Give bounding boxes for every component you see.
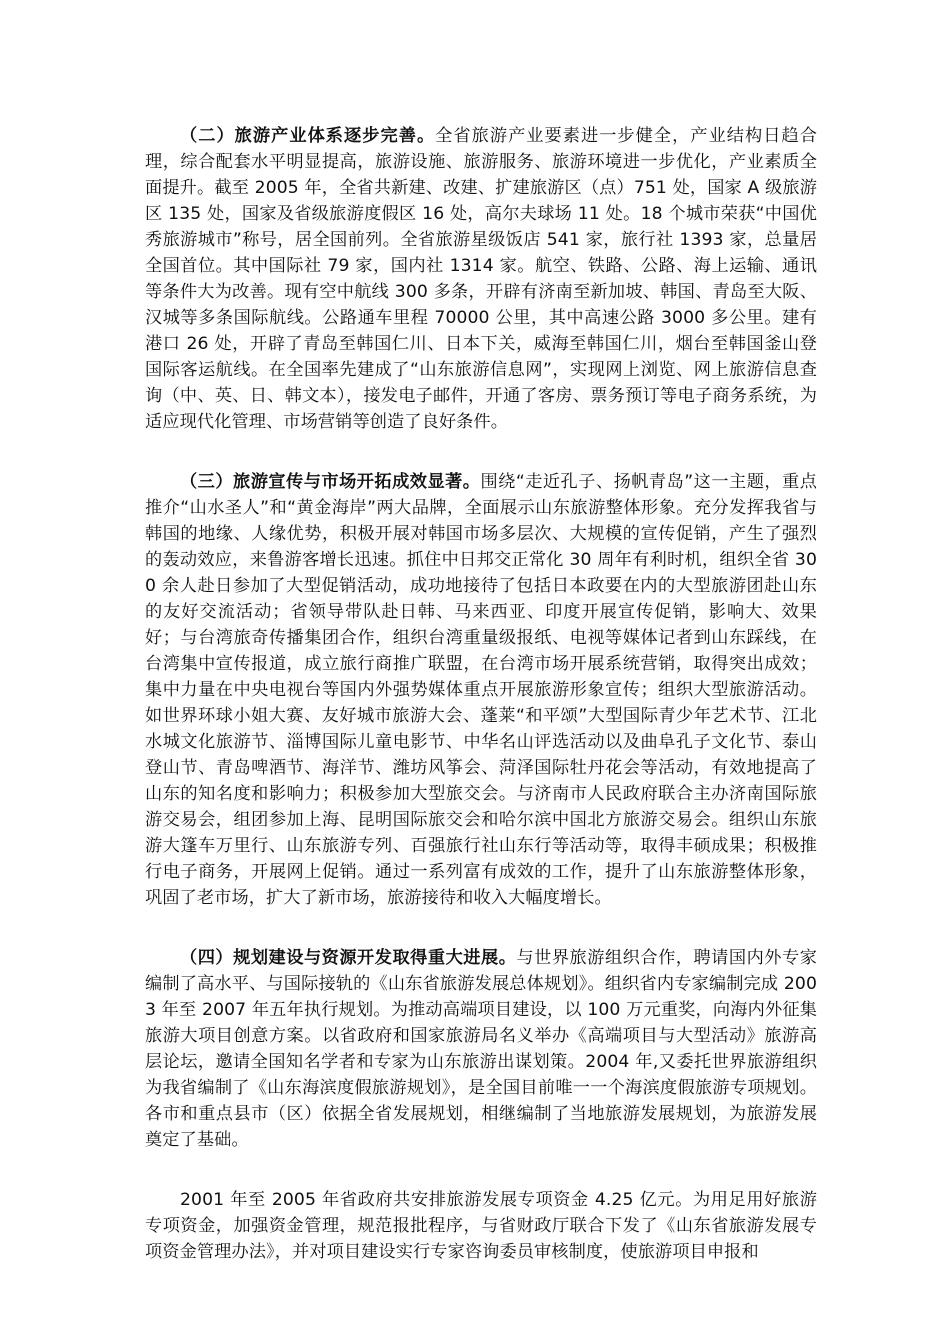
paragraph-text: 与世界旅游组织合作，聘请国内外专家编制了高水平、与国际接轨的《山东省旅游发展总体规划》。组织省内专家编制完成 2003 年至 2007 年五年执行规划。为推动高端项目建设，以 100 万元重奖，向海内外征集旅游大项目创意方案。以省政府和国家旅游局名义举办《高端项目与大型活动》旅游高层论坛，邀请全国知名学者和专家为山东旅游出谋划策。2004 年,又委托世界旅游组织为我省编制了《山东海滨度假旅游规划》，是全国目前唯一一个海滨度假旅游专项规划。各市和重点县市（区）依据全省发展规划，相继编制了当地旅游发展规划，为旅游发展奠定了基础。	[145, 948, 818, 1150]
paragraph-text: 全省旅游产业要素进一步健全，产业结构日趋合理，综合配套水平明显提高，旅游设施、旅游服务、旅游环境进一步优化，产业素质全面提升。截至 2005 年，全省共新建、改建、扩建旅游区（点）751 处，国家 A 级旅游区 135 处，国家及省级旅游度假区 16 处，高尔夫球场 11 处。18 个城市荣获“中国优秀旅游城市”称号，居全国前列。全省旅游星级饭店 541 家，旅行社 1393 家，总量居全国首位。其中国际社 79 家，国内社 1314 家。航空、铁路、公路、海上运输、通讯等条件大为改善。现有空中航线 300 多条，开辟有济南至新加坡、韩国、青岛至大阪、汉城等多条国际航线。公路通车里程 70000 公里，其中高速公路 3000 多公里。建有港口 26 处，开辟了青岛至韩国仁川、日本下关，威海至韩国仁川，烟台至韩国釜山登国际客运航线。在全国率先建成了“山东旅游信息网”，实现网上浏览、网上旅游信息查询（中、英、日、韩文本），接发电子邮件，开通了客房、票务预订等电子商务系统，为适应现代化管理、市场营销等创造了良好条件。	[145, 126, 817, 432]
paragraph-tourism-industry-system	[145, 123, 817, 435]
paragraph-tourism-promotion	[145, 469, 817, 911]
paragraph-heading: （三）旅游宣传与市场开拓成效显著。	[180, 472, 481, 492]
paragraph-heading: （二）旅游产业体系逐步完善。	[180, 126, 436, 146]
paragraph-text: 围绕“走近孔子、扬帆青岛”这一主题，重点推介“山水圣人”和“黄金海岸”两大品牌，全面展示山东旅游整体形象。充分发挥我省与韩国的地缘、人缘优势，积极开展对韩国市场多层次、大规模的宣传促销，产生了强烈的轰动效应，来鲁游客增长迅速。抓住中日邦交正常化 30 周年有利时机，组织全省 300 余人赴日参加了大型促销活动，成功地接待了包括日本政要在内的大型旅游团赴山东的友好交流活动；省领导带队赴日韩、马来西亚、印度开展宣传促销，影响大、效果好；与台湾旅奇传播集团合作，组织台湾重量级报纸、电视等媒体记者到山东踩线，在台湾集中宣传报道，成立旅行商推广联盟，在台湾市场开展系统营销，取得突出成效；集中力量在中央电视台等国内外强势媒体重点开展旅游形象宣传；组织大型旅游活动。如世界环球小姐大赛、友好城市旅游大会、蓬莱“和平颂”大型国际青少年艺术节、江北水城文化旅游节、淄博国际儿童电影节、中华名山评选活动以及曲阜孔子文化节、泰山登山节、青岛啤酒节、海洋节、潍坊风筝会、菏泽国际牡丹花会等活动，有效地提高了山东的知名度和影响力；积极参加大型旅交会。与济南市人民政府联合主办济南国际旅游交易会，组团参加上海、昆明国际旅交会和哈尔滨中国北方旅游交易会。组织山东旅游大篷车万里行、山东旅游专列、百强旅行社山东行等活动等，取得丰硕成果；积极推行电子商务，开展网上促销。通过一系列富有成效的工作，提升了山东旅游整体形象，巩固了老市场，扩大了新市场，旅游接待和收入大幅度增长。	[145, 472, 818, 908]
paragraph-planning-development	[145, 945, 817, 1153]
paragraph-special-funds	[145, 1187, 817, 1265]
paragraph-heading: （四）规划建设与资源开发取得重大进展。	[180, 948, 517, 968]
document-body	[145, 123, 817, 1299]
paragraph-text: 2001 年至 2005 年省政府共安排旅游发展专项资金 4.25 亿元。为用足用好旅游专项资金，加强资金管理，规范报批程序，与省财政厅联合下发了《山东省旅游发展专项资金管理办法》，并对项目建设实行专家咨询委员审核制度，使旅游项目申报和	[145, 1190, 817, 1262]
